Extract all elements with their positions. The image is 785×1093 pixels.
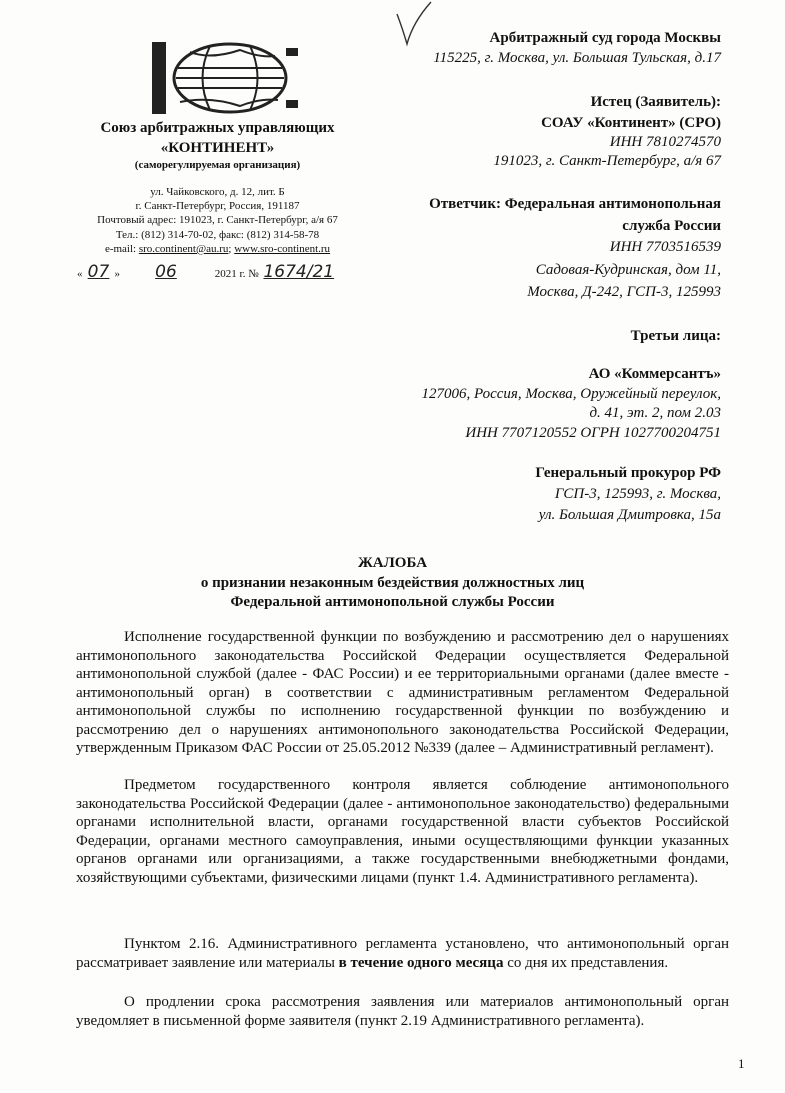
sender-postal-address: Почтовый адрес: 191023, г. Санкт-Петербург, а/я 67 bbox=[97, 214, 338, 226]
third-party-2-address-1: ГСП-3, 125993, г. Москва, bbox=[554, 486, 721, 502]
sender-city: г. Санкт-Петербург, Россия, 191187 bbox=[135, 200, 300, 212]
website-link[interactable]: www.sro-continent.ru bbox=[234, 243, 331, 255]
plaintiff-inn: ИНН 7810274570 bbox=[609, 134, 721, 150]
sender-address: ул. Чайковского, д. 12, лит. Б bbox=[150, 186, 285, 198]
body-paragraph-1: Исполнение государственной функции по возбуждению и рассмотрению дел о нарушениях антимонопольного законодательства Российской Федерации осуществляется Федеральной антимонопольной службой (далее - ФАС России) и ее территориальными органами (далее вместе - антимонопольный орган) в соответствии с административным регламентом Федеральной антимонопольной службы по исполнению государственной функции по возбуждению и рассмотрению дел о нарушениях антимонопольного законодательства Российской Федерации, утвержденным Приказом ФАС России от 25.05.2012 №339 (далее – Административный регламент). bbox=[76, 629, 729, 756]
contact-separator: ; bbox=[228, 243, 235, 255]
sender-org-type: (саморегулируемая организация) bbox=[134, 159, 301, 171]
continent-logo-icon bbox=[150, 38, 300, 118]
defendant-inn: ИНН 7703516539 bbox=[609, 239, 721, 255]
date-month: 06 bbox=[155, 262, 177, 282]
defendant-name: служба России bbox=[622, 218, 721, 234]
third-parties-label: Третьи лица: bbox=[630, 328, 721, 344]
plaintiff-name: СОАУ «Континент» (СРО) bbox=[541, 115, 721, 131]
paragraph-3-end: со дня их представления. bbox=[503, 954, 669, 971]
body-paragraph-2: Предметом государственного контроля является соблюдение антимонопольного законодательства Российской Федерации (далее - антимонопольное законодательство) федеральными органами исполнительной власти, органами государственной власти субъектов Российской Федерации, органами местного самоуправления, иными осуществляющими функции указанных органов органами или организациями, а также государственными внебюджетными фондами, хозяйствующими субъектами, физическими лицами (пункт 1.4. Административного регламента). bbox=[76, 777, 729, 886]
paragraph-3-start: Пунктом 2.16. Административного регламента установлено, что антимонопольный орган рассматривает заявление или материалы bbox=[76, 936, 729, 971]
plaintiff-address: 191023, г. Санкт-Петербург, а/я 67 bbox=[493, 153, 721, 169]
sender-org-brand: «КОНТИНЕНТ» bbox=[160, 140, 275, 156]
page-number: 1 bbox=[738, 1056, 745, 1071]
defendant-address-2: Москва, Д-242, ГСП-3, 125993 bbox=[527, 284, 721, 300]
doc-number: 1674/21 bbox=[263, 262, 335, 282]
defendant-label: Ответчик: Федеральная антимонопольная bbox=[429, 196, 721, 212]
third-party-2-address-2: ул. Большая Дмитровка, 15а bbox=[538, 507, 721, 523]
plaintiff-label: Истец (Заявитель): bbox=[590, 94, 721, 110]
document-subtitle-1: о признании незаконным бездействия должностных лиц bbox=[200, 575, 585, 591]
third-party-1-name: АО «Коммерсантъ» bbox=[588, 366, 721, 382]
court-name: Арбитражный суд города Москвы bbox=[489, 30, 721, 46]
check-mark-icon bbox=[393, 0, 433, 48]
third-party-1-ids: ИНН 7707120552 ОГРН 1027700204751 bbox=[465, 425, 721, 441]
body-paragraph-4: О продлении срока рассмотрения заявления или материалов антимонопольный орган уведомляет в письменной форме заявителя (пункт 2.19 Административного регламента). bbox=[76, 994, 729, 1029]
third-party-1-address-2: д. 41, эт. 2, пом 2.03 bbox=[589, 405, 721, 421]
email-link[interactable]: sro.continent@au.ru bbox=[138, 243, 229, 255]
sender-contacts bbox=[70, 242, 365, 256]
third-party-1-address-1: 127006, Россия, Москва, Оружейный переулок, bbox=[421, 386, 721, 402]
third-party-2-name: Генеральный прокурор РФ bbox=[535, 465, 721, 481]
date-day: 07 bbox=[87, 262, 110, 282]
document-subtitle-2: Федеральной антимонопольной службы России bbox=[230, 594, 555, 610]
sender-org-name: Союз арбитражных управляющих bbox=[100, 120, 335, 136]
paragraph-3-emphasis: в течение одного месяца bbox=[338, 954, 504, 971]
court-address: 115225, г. Москва, ул. Большая Тульская, д.17 bbox=[433, 50, 721, 66]
body-paragraph-3 bbox=[76, 935, 729, 972]
defendant-address-1: Садовая-Кудринская, дом 11, bbox=[535, 262, 721, 278]
date-year: 2021 г. № bbox=[214, 268, 259, 280]
document-title: ЖАЛОБА bbox=[357, 555, 428, 571]
email-prefix: e-mail: bbox=[104, 243, 139, 255]
date-open-quote: « bbox=[77, 268, 83, 280]
outgoing-date-line bbox=[77, 262, 339, 282]
sender-phones: Тел.: (812) 314-70-02, факс: (812) 314-58-78 bbox=[115, 229, 320, 241]
date-close-quote: » bbox=[114, 268, 120, 280]
